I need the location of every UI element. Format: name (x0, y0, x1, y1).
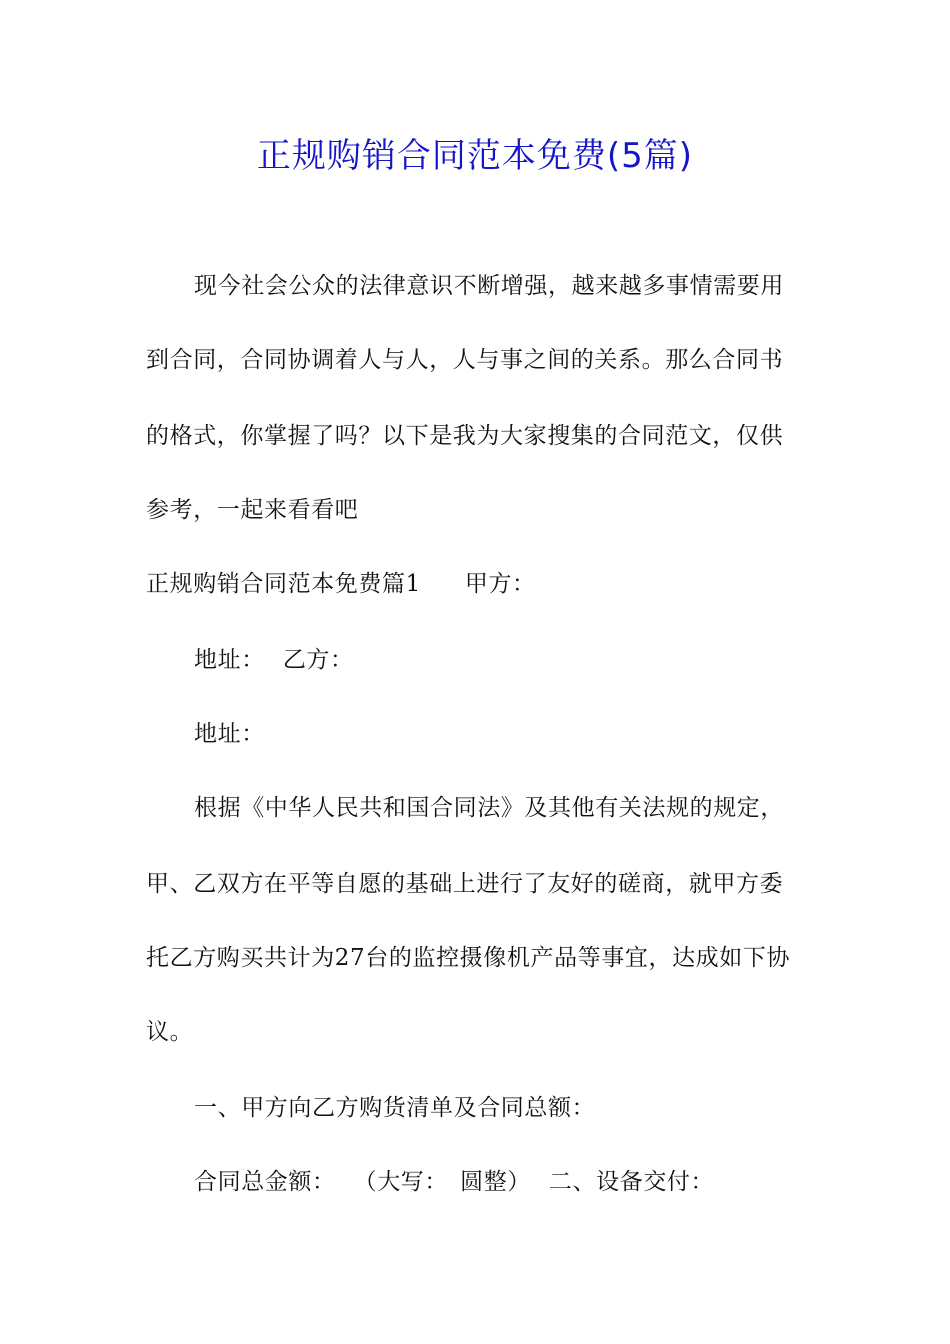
clause-1: 一、甲方向乙方购货清单及合同总额： (194, 1095, 596, 1121)
section-heading-row (146, 568, 826, 600)
body-line-4: 议。 (146, 1019, 194, 1045)
intro-line-3: 的格式，你掌握了吗？以下是我为大家搜集的合同范文，仅供 (146, 423, 784, 449)
clause-2: 二、设备交付： (548, 1169, 715, 1195)
body-line-2: 甲、乙双方在平等自愿的基础上进行了友好的磋商，就甲方委 (146, 871, 784, 897)
address-label: 地址： (194, 647, 265, 673)
party-a-label: 甲方： (464, 571, 536, 597)
intro-line-1: 现今社会公众的法律意识不断增强，越来越多事情需要用 (194, 273, 784, 299)
section-heading: 正规购销合同范本免费篇1 (146, 571, 421, 597)
intro-line-4: 参考，一起来看看吧 (146, 497, 359, 523)
party-b-label: 乙方： (282, 647, 354, 673)
body-line-1: 根据《中华人民共和国合同法》及其他有关法规的规定， (194, 795, 784, 821)
document-title: 正规购销合同范本免费(5篇) (256, 136, 694, 176)
address-party-b-row (194, 644, 874, 676)
body-line-3: 托乙方购买共计为27台的监控摄像机产品等事宜，达成如下协 (146, 945, 791, 971)
total-detail: （大写： 圆整） (353, 1169, 531, 1195)
intro-line-2: 到合同，合同协调着人与人，人与事之间的关系。那么合同书 (146, 347, 784, 373)
total-row (194, 1166, 874, 1198)
total-label: 合同总金额： (194, 1169, 336, 1195)
address-label-2: 地址： (194, 721, 265, 747)
